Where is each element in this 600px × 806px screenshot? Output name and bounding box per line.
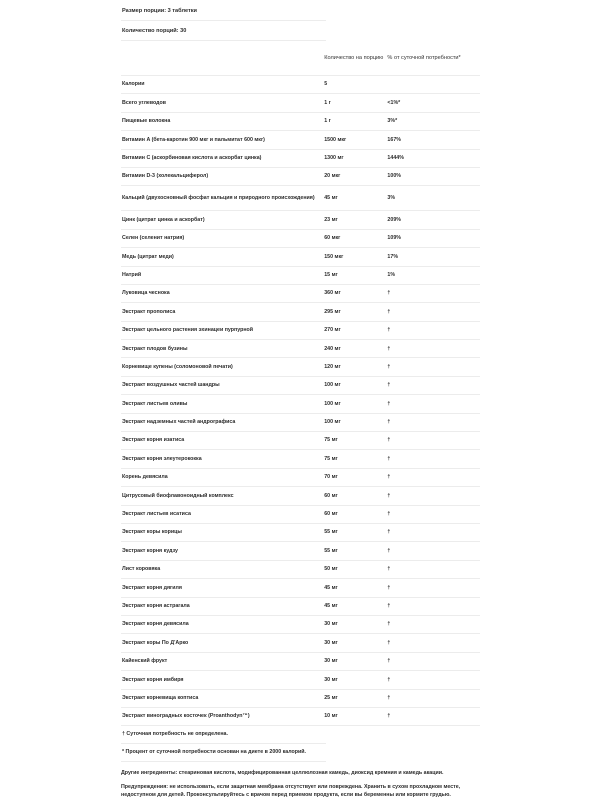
cell-name: Цитрусовый биофлавоноидный комплекс — [121, 487, 323, 505]
cell-name: Всего углеводов — [121, 94, 323, 112]
cell-amount: 1 г — [323, 94, 386, 112]
cell-dv: 100% — [386, 167, 480, 185]
cell-amount: 55 мг — [323, 542, 386, 560]
cell-amount: 15 мг — [323, 266, 386, 284]
cell-amount: 55 мг — [323, 523, 386, 541]
table-row — [121, 560, 480, 578]
cell-name: Экстракт корня изатиса — [121, 432, 323, 450]
cell-dv: † — [386, 542, 480, 560]
cell-amount: 23 мг — [323, 211, 386, 229]
table-row — [121, 450, 480, 468]
cell-name: Экстракт плодов бузины — [121, 340, 323, 358]
table-row — [121, 689, 480, 707]
cell-amount: 30 мг — [323, 615, 386, 633]
cell-dv: † — [386, 376, 480, 394]
table-row — [121, 76, 480, 94]
nutrition-table — [121, 41, 480, 726]
table-row — [121, 523, 480, 541]
cell-amount: 60 мкг — [323, 229, 386, 247]
table-row — [121, 112, 480, 130]
cell-amount: 45 мг — [323, 186, 386, 211]
cell-name: Калории — [121, 76, 323, 94]
cell-name: Натрий — [121, 266, 323, 284]
cell-name: Пищевые волокна — [121, 112, 323, 130]
cell-amount: 150 мкг — [323, 248, 386, 266]
cell-name: Корневище купены (соломоновой печати) — [121, 358, 323, 376]
cell-name: Экстракт цельного растения эхинацеи пурпурной — [121, 321, 323, 339]
cell-name: Экстракт воздушных частей шандры — [121, 376, 323, 394]
cell-amount: 30 мг — [323, 652, 386, 670]
warnings: Предупреждения: не использовать, если защитная мембрана отсутствует или повреждена. Хранить в сухом прохладном месте, недоступном для детей. Проконсультируйтесь с врачом перед приемом продукта, если вы беременны или кормите грудью. — [121, 784, 461, 798]
table-row — [121, 340, 480, 358]
cell-name: Экстракт виноградных косточек (Proanthodyn™) — [121, 707, 323, 725]
table-row — [121, 487, 480, 505]
cell-dv: † — [386, 689, 480, 707]
cell-dv: 3% — [386, 186, 480, 211]
table-row — [121, 707, 480, 725]
other-ingredients: Другие ингредиенты: стеариновая кислота, модифицированная целлюлозная камедь, диоксид кремния и камедь акации. — [121, 770, 444, 777]
cell-name: Цинк (цитрат цинка и аскорбат) — [121, 211, 323, 229]
cell-dv: † — [386, 321, 480, 339]
cell-dv: † — [386, 284, 480, 302]
cell-name: Луковица чеснока — [121, 284, 323, 302]
cell-amount: 100 мг — [323, 376, 386, 394]
table-row — [121, 284, 480, 302]
cell-dv: 109% — [386, 229, 480, 247]
cell-amount: 120 мг — [323, 358, 386, 376]
cell-amount: 20 мкг — [323, 167, 386, 185]
cell-name: Экстракт корня элеутерококка — [121, 450, 323, 468]
cell-name: Экстракт листьев исатиса — [121, 505, 323, 523]
table-row — [121, 248, 480, 266]
cell-name: Экстракт коры корицы — [121, 523, 323, 541]
cell-name: Селен (селенит натрия) — [121, 229, 323, 247]
cell-dv: † — [386, 523, 480, 541]
cell-name: Экстракт надземных частей андрографиса — [121, 413, 323, 431]
cell-amount: 50 мг — [323, 560, 386, 578]
cell-amount: 75 мг — [323, 450, 386, 468]
cell-dv: 1% — [386, 266, 480, 284]
cell-dv: † — [386, 413, 480, 431]
cell-dv: 17% — [386, 248, 480, 266]
cell-dv: 167% — [386, 131, 480, 149]
cell-amount: 45 мг — [323, 597, 386, 615]
table-row — [121, 131, 480, 149]
table-row — [121, 186, 480, 211]
table-row — [121, 395, 480, 413]
table-row — [121, 671, 480, 689]
cell-name: Кайенский фрукт — [121, 652, 323, 670]
table-header-row — [121, 41, 480, 76]
column-header-name — [121, 41, 323, 76]
cell-amount: 30 мг — [323, 634, 386, 652]
cell-dv: 209% — [386, 211, 480, 229]
cell-amount: 45 мг — [323, 579, 386, 597]
table-row — [121, 266, 480, 284]
cell-name: Экстракт корня дягиля — [121, 579, 323, 597]
table-row — [121, 229, 480, 247]
cell-dv: † — [386, 707, 480, 725]
cell-name: Витамин D-3 (холекальциферол) — [121, 167, 323, 185]
cell-dv: 1444% — [386, 149, 480, 167]
cell-dv: † — [386, 597, 480, 615]
table-row — [121, 505, 480, 523]
cell-amount: 240 мг — [323, 340, 386, 358]
cell-dv: † — [386, 671, 480, 689]
cell-dv: 3%* — [386, 112, 480, 130]
table-body — [121, 76, 480, 726]
table-row — [121, 432, 480, 450]
cell-dv: † — [386, 579, 480, 597]
cell-name: Экстракт листьев оливы — [121, 395, 323, 413]
serving-size: Размер порции: 3 таблетки — [121, 0, 326, 21]
footnote-dagger: † Суточная потребность не определена. — [121, 726, 326, 744]
cell-name: Витамин A (бета-каротин 900 мкг и пальмитат 600 мкг) — [121, 131, 323, 149]
table-row — [121, 468, 480, 486]
table-row — [121, 149, 480, 167]
cell-dv: † — [386, 450, 480, 468]
cell-amount: 1 г — [323, 112, 386, 130]
table-row — [121, 94, 480, 112]
footnote-asterisk: * Процент от суточной потребности основан на диете в 2000 калорий. — [121, 744, 326, 762]
cell-amount: 60 мг — [323, 505, 386, 523]
cell-amount: 100 мг — [323, 395, 386, 413]
cell-amount: 100 мг — [323, 413, 386, 431]
cell-name: Экстракт корня имбиря — [121, 671, 323, 689]
cell-dv: † — [386, 652, 480, 670]
cell-amount: 295 мг — [323, 303, 386, 321]
cell-amount: 75 мг — [323, 432, 386, 450]
cell-name: Экстракт корня астрагала — [121, 597, 323, 615]
cell-name: Медь (цитрат меди) — [121, 248, 323, 266]
column-header-amount: Количество на порцию — [323, 41, 386, 76]
table-row — [121, 634, 480, 652]
cell-dv: † — [386, 432, 480, 450]
cell-dv: † — [386, 487, 480, 505]
servings-per-container: Количество порций: 30 — [121, 21, 326, 41]
table-row — [121, 376, 480, 394]
supplement-facts — [121, 0, 485, 806]
cell-amount: 60 мг — [323, 487, 386, 505]
cell-name: Экстракт корневища коптиса — [121, 689, 323, 707]
cell-dv: † — [386, 395, 480, 413]
table-row — [121, 321, 480, 339]
column-header-dv: % от суточной потребности* — [386, 41, 480, 76]
cell-name: Экстракт корня кудзу — [121, 542, 323, 560]
cell-name: Корень девясила — [121, 468, 323, 486]
cell-dv: † — [386, 615, 480, 633]
cell-dv: † — [386, 303, 480, 321]
table-row — [121, 413, 480, 431]
cell-name: Лист коровяка — [121, 560, 323, 578]
cell-dv: <1%* — [386, 94, 480, 112]
cell-amount: 10 мг — [323, 707, 386, 725]
table-row — [121, 211, 480, 229]
cell-dv: † — [386, 634, 480, 652]
table-row — [121, 358, 480, 376]
table-row — [121, 579, 480, 597]
cell-amount: 30 мг — [323, 671, 386, 689]
cell-name: Кальций (двухосновный фосфат кальция и природного происхождения) — [121, 186, 323, 211]
cell-amount: 70 мг — [323, 468, 386, 486]
cell-name: Витамин C (аскорбиновая кислота и аскорбат цинка) — [121, 149, 323, 167]
cell-dv: † — [386, 340, 480, 358]
cell-amount: 270 мг — [323, 321, 386, 339]
cell-amount: 360 мг — [323, 284, 386, 302]
table-row — [121, 615, 480, 633]
cell-name: Экстракт корня девясила — [121, 615, 323, 633]
cell-amount: 1500 мкг — [323, 131, 386, 149]
cell-amount: 25 мг — [323, 689, 386, 707]
cell-amount: 1300 мг — [323, 149, 386, 167]
table-row — [121, 303, 480, 321]
cell-dv: † — [386, 358, 480, 376]
cell-name: Экстракт прополиса — [121, 303, 323, 321]
cell-dv: † — [386, 560, 480, 578]
cell-dv: † — [386, 505, 480, 523]
cell-name: Экстракт коры По Д'Арко — [121, 634, 323, 652]
cell-dv: † — [386, 468, 480, 486]
table-row — [121, 167, 480, 185]
notes-section — [121, 770, 487, 799]
cell-amount: 5 — [323, 76, 386, 94]
cell-dv — [386, 76, 480, 94]
table-row — [121, 542, 480, 560]
table-row — [121, 652, 480, 670]
